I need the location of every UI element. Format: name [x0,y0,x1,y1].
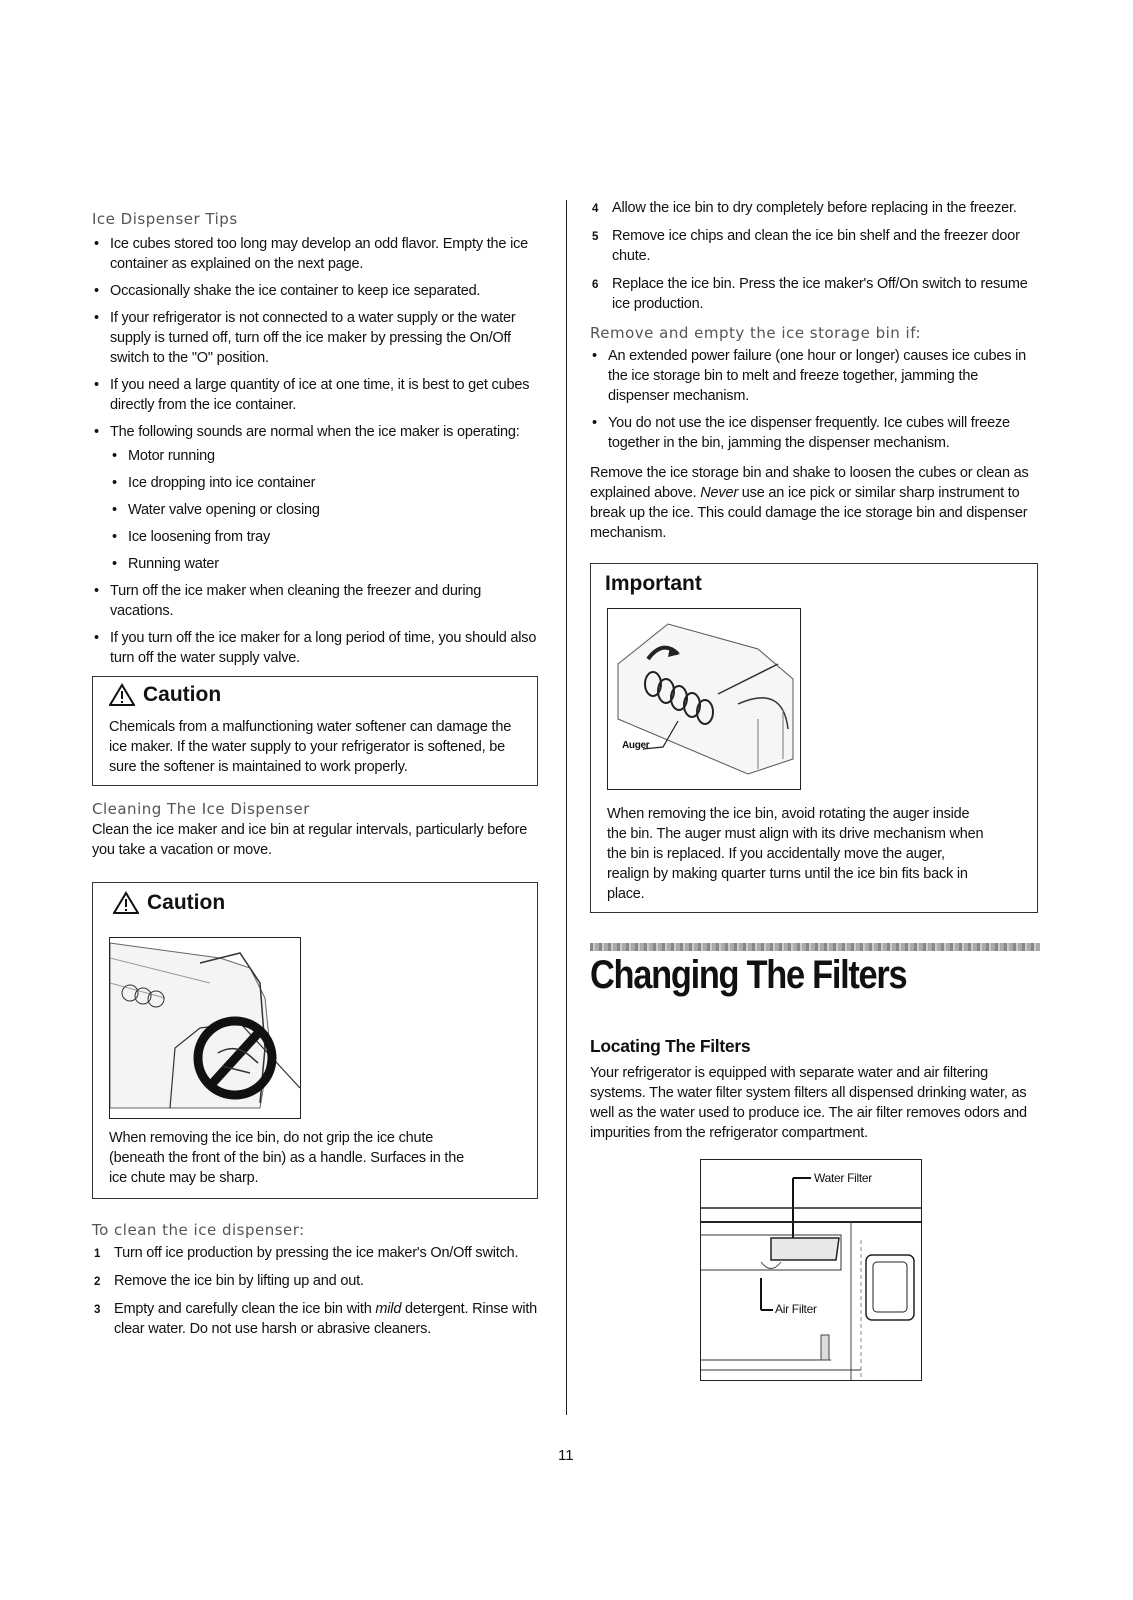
auger-image [608,609,800,789]
remove-bin-heading: Remove and empty the ice storage bin if: [590,324,921,342]
ice-dispenser-tips-heading: Ice Dispenser Tips [92,210,238,228]
clean-steps-continued [590,198,1042,314]
ice-bin-grip-image [110,938,300,1118]
list-item: • Occasionally shake the ice container to keep ice separated. [92,281,542,301]
auger-label: Auger [622,740,650,751]
page-number: 11 [558,1447,574,1464]
caution-box-ice-chute [92,882,538,1199]
warning-triangle-icon [113,891,139,915]
left-column [92,210,542,1347]
air-filter-label: Air Filter [775,1302,817,1316]
list-item: • If you turn off the ice maker for a long period of time, you should also turn off the water supply valve. [92,628,542,668]
caution-title: Caution [113,891,225,915]
remove-bin-list [590,346,1042,453]
list-item: 1 Turn off ice production by pressing the ice maker's On/Off switch. [94,1245,519,1261]
filter-location-illustration [700,1159,922,1381]
list-item: • An extended power failure (one hour or longer) causes ice cubes in the ice storage bin to melt and freeze together, jamming the dispenser mechanism. [590,346,1042,406]
tips-list [92,234,542,668]
caution-box-water-softener [92,676,538,786]
list-item: • Ice loosening from tray [110,527,542,547]
list-item: 3 Empty and carefully clean the ice bin with mild detergent. Rinse with clear water. Do not use harsh or abrasive cleaners. [94,1301,538,1337]
ice-chute-illustration [109,937,301,1119]
water-filter-label: Water Filter [814,1171,872,1185]
cleaning-heading: Cleaning The Ice Dispenser [92,800,310,818]
auger-illustration [607,608,801,790]
important-box [590,563,1038,913]
sounds-list [110,446,542,574]
caution-text: Chemicals from a malfunctioning water softener can damage the ice maker. If the water supply to your refrigerator is softened, be sure the softener is maintained to work properly. [109,719,512,775]
caution-text: When removing the ice bin, do not grip the ice chute (beneath the front of the bin) as a handle. Surfaces in the ice chute may be sharp. [109,1130,464,1186]
list-item: • Running water [110,554,542,574]
list-item: • You do not use the ice dispenser frequently. Ice cubes will freeze together in the bin, jamming the dispenser mechanism. [590,413,1042,453]
list-item [92,422,542,574]
list-item: • Ice dropping into ice container [110,473,542,493]
cleaning-text: Clean the ice maker and ice bin at regular intervals, particularly before you take a vacation or move. [92,822,528,858]
right-column [590,198,1042,1375]
list-item: • If your refrigerator is not connected to a water supply or the water supply is turned off, turn off the ice maker by pressing the On/Off switch to the "O" position. [92,308,542,368]
sounds-intro: The following sounds are normal when the ice maker is operating: [110,424,520,440]
locating-heading: Locating The Filters [590,1036,751,1056]
warning-triangle-icon [109,683,135,707]
filter-location-image [701,1160,921,1380]
caution-title: Caution [109,683,521,707]
important-title: Important [605,572,702,595]
list-item: • Water valve opening or closing [110,500,542,520]
important-text: When removing the ice bin, avoid rotating the auger inside the bin. The auger must align with its drive mechanism when the bin is replaced. If you accidentally move the auger, realign by making quarter turns until the ice bin fits back in place. [607,806,984,902]
clean-steps-list [92,1243,542,1339]
remove-bin-paragraph: Remove the ice storage bin and shake to loosen the cubes or clean as explained above. Never use an ice pick or similar sharp instrument to break up the ice. This could damage the ice storage bin and dispenser mechanism. [590,465,1029,541]
section-title: Changing The Filters [590,953,907,997]
list-item: 6 Replace the ice bin. Press the ice maker's Off/On switch to resume ice production. [592,276,1028,312]
section-rule [590,943,1040,951]
locating-text: Your refrigerator is equipped with separate water and air filtering systems. The water filter system filters all dispensed drinking water, as well as the water used to produce ice. The air filter removes odors and impurities from the refrigerator compartment. [590,1065,1027,1141]
list-item: 5 Remove ice chips and clean the ice bin shelf and the freezer door chute. [592,228,1020,264]
list-item: 4 Allow the ice bin to dry completely before replacing in the freezer. [592,200,1017,216]
list-item: • Motor running [110,446,542,466]
clean-steps-heading: To clean the ice dispenser: [92,1221,305,1239]
column-divider [566,200,567,1415]
list-item: • If you need a large quantity of ice at one time, it is best to get cubes directly from the ice container. [92,375,542,415]
list-item: • Ice cubes stored too long may develop an odd flavor. Empty the ice container as explained on the next page. [92,234,542,274]
list-item: 2 Remove the ice bin by lifting up and out. [94,1273,364,1289]
list-item: • Turn off the ice maker when cleaning the freezer and during vacations. [92,581,542,621]
